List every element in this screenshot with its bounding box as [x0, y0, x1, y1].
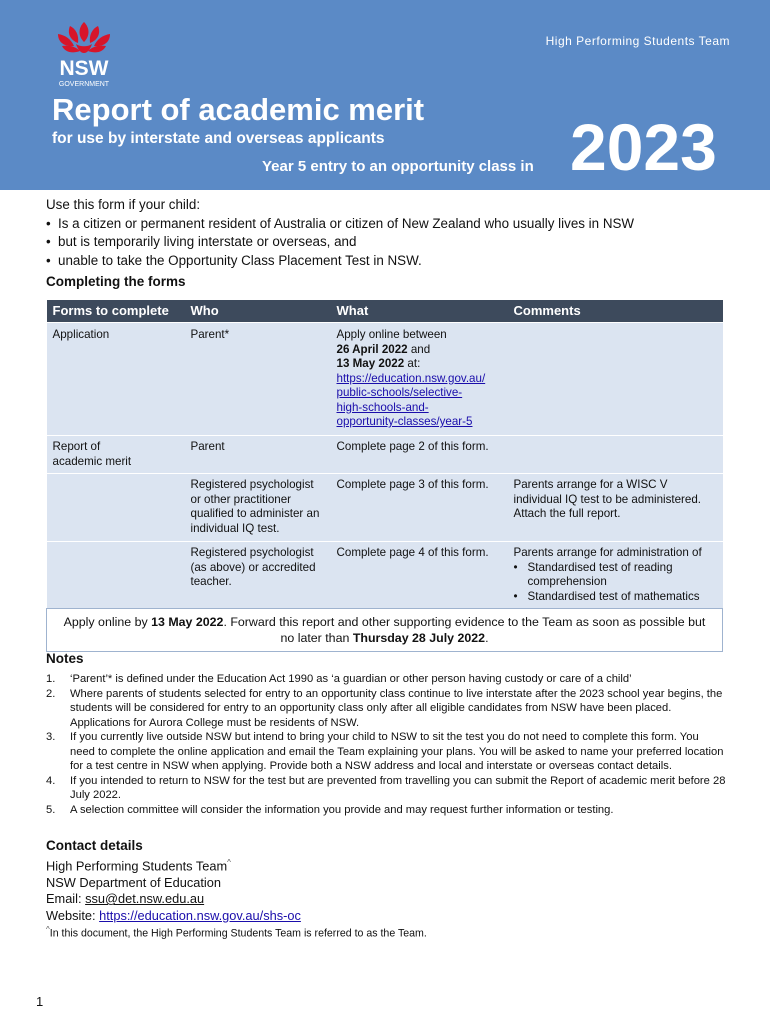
intro-bullet: • unable to take the Opportunity Class Placement Test in NSW.	[46, 252, 746, 271]
who-cell: Registered psychologist (as above) or accredited teacher.	[185, 542, 331, 609]
entry-year: 2023	[570, 110, 717, 184]
contact-details	[46, 855, 301, 924]
application-link[interactable]: https://education.nsw.gov.au/ public-schools/selective- high-schools-and- opportunity-classes/year-5	[336, 371, 486, 428]
form-cell	[47, 542, 185, 609]
form-cell	[47, 474, 185, 542]
intro-bullet: • Is a citizen or permanent resident of Australia or citizen of New Zealand who usually lives in NSW	[46, 215, 746, 234]
contact-website: Website: https://education.nsw.gov.au/shs-oc	[46, 907, 301, 923]
forms-table	[46, 300, 723, 652]
contact-heading: Contact details	[46, 838, 143, 853]
contact-team: High Performing Students Team^	[46, 858, 231, 874]
footnote-marker: ^	[227, 858, 231, 867]
form-cell: Report of academic merit	[47, 436, 185, 474]
form-cell: Application	[47, 323, 185, 436]
comments-cell	[508, 436, 723, 474]
note-item: 2. Where parents of students selected for entry to an opportunity class continue to live interstate after the 2023 school year begins, the students will be considered for entry to an opportunity class only after all eligible candidates from NSW have been placed. Applications for Aurora College must be residents of NSW.	[46, 687, 723, 729]
logo-wordmark: NSW	[59, 57, 109, 80]
intro-bullet-continuation: • but is temporarily living interstate or overseas, and	[46, 233, 746, 252]
page-header	[0, 0, 770, 190]
list-item: • Standardised test of reading comprehension	[514, 561, 717, 590]
notes-heading: Notes	[46, 651, 84, 666]
header-team-name: High Performing Students Team	[545, 34, 730, 48]
entry-line: Year 5 entry to an opportunity class in	[262, 158, 534, 175]
note-item: 4. If you intended to return to NSW for the test but are prevented from travelling you can submit the Report of academic merit before 28 July 2022.	[46, 774, 726, 801]
completing-forms-heading: Completing the forms	[46, 274, 186, 289]
column-header: What	[331, 300, 508, 323]
what-cell: Complete page 2 of this form.	[331, 436, 508, 474]
note-item: 5. A selection committee will consider the information you provide and may request further information or testing.	[46, 803, 614, 816]
logo-subtext: GOVERNMENT	[58, 81, 110, 88]
table-row	[47, 323, 723, 436]
table-footer-note: Apply online by 13 May 2022. Forward this report and other supporting evidence to the Team as soon as possible but no later than Thursday 28 July 2022.	[47, 609, 723, 652]
column-header: Forms to complete	[47, 300, 185, 323]
contact-department: NSW Department of Education	[46, 874, 221, 890]
column-header: Who	[185, 300, 331, 323]
who-cell: Parent*	[185, 323, 331, 436]
table-header-row	[47, 300, 723, 323]
page-title: Report of academic merit	[52, 92, 425, 127]
comments-lead: Parents arrange for administration of	[513, 546, 702, 559]
intro-lead: Use this form if your child:	[46, 197, 201, 212]
website-link[interactable]: https://education.nsw.gov.au/shs-oc	[99, 907, 301, 923]
table-footer-row	[47, 609, 723, 652]
note-item: 3. If you currently live outside NSW but intend to bring your child to NSW to sit the test you do not need to complete this form. You need to complete the online application and email the Team explaining your plans. You will be asked to name your preferred location for a test centre in NSW when applying. Provide both a NSW address and local and interstate or overseas contact details.	[46, 731, 724, 772]
comments-list	[514, 561, 717, 605]
footnote-marker: ^	[46, 925, 50, 934]
notes-list	[46, 672, 726, 817]
list-item: • Standardised test of mathematics	[514, 590, 717, 605]
comments-cell	[508, 323, 723, 436]
page-subtitle: for use by interstate and overseas applicants	[52, 130, 385, 147]
nsw-government-logo	[48, 18, 120, 90]
table-row	[47, 436, 723, 474]
note-item: 1. ‘Parent’* is defined under the Education Act 1990 as ‘a guardian or other person having custody or care of a child’	[46, 673, 632, 685]
what-cell: Complete page 4 of this form.	[331, 542, 508, 609]
who-cell: Registered psychologist or other practitioner qualified to administer an individual IQ test.	[185, 474, 331, 542]
intro-bullet-list	[46, 215, 746, 271]
footnote: ^In this document, the High Performing Students Team is referred to as the Team.	[46, 925, 427, 940]
comments-cell: Parents arrange for a WISC V individual IQ test to be administered. Attach the full report.	[508, 474, 723, 542]
table-row	[47, 542, 723, 609]
table-row	[47, 474, 723, 542]
email-link[interactable]: ssu@det.nsw.edu.au	[85, 891, 205, 907]
column-header: Comments	[508, 300, 723, 323]
what-cell: Complete page 3 of this form.	[331, 474, 508, 542]
intro-section	[46, 196, 746, 270]
contact-email: Email: ssu@det.nsw.edu.au	[46, 891, 205, 907]
what-cell: Apply online between 26 April 2022 and 13 May 2022 at: https://education.nsw.gov.au/ public-schools/selective- high-schools-and- opportunity-classes/year-5	[331, 323, 508, 436]
page-number: 1	[36, 994, 44, 1009]
who-cell: Parent	[185, 436, 331, 474]
comments-cell	[508, 542, 723, 609]
